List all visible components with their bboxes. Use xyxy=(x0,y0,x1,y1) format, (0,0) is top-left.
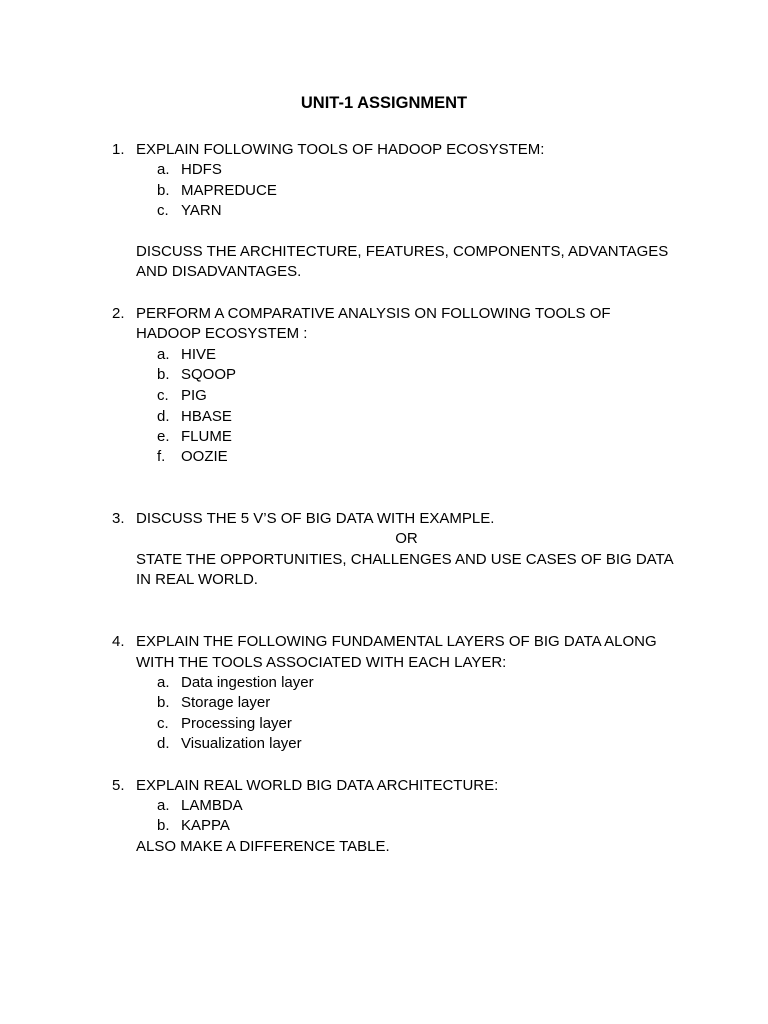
list-item: Visualization layer xyxy=(181,735,302,752)
question-text: DISCUSS THE ARCHITECTURE, FEATURES, COMPONENTS, ADVANTAGES xyxy=(136,243,669,260)
list-item: LAMBDA xyxy=(181,797,243,814)
or-separator: OR xyxy=(395,530,418,547)
list-item-label: d. xyxy=(157,408,170,425)
list-item-label: b. xyxy=(157,182,170,199)
list-item: OOZIE xyxy=(181,448,228,465)
list-item-label: b. xyxy=(157,366,170,383)
question-text: PERFORM A COMPARATIVE ANALYSIS ON FOLLOWING TOOLS OF xyxy=(136,305,611,322)
list-item: FLUME xyxy=(181,428,232,445)
list-item: MAPREDUCE xyxy=(181,182,277,199)
question-text: STATE THE OPPORTUNITIES, CHALLENGES AND USE CASES OF BIG DATA xyxy=(136,551,674,568)
question-text: DISCUSS THE 5 V’S OF BIG DATA WITH EXAMPLE. xyxy=(136,510,495,527)
question-number: 3. xyxy=(112,510,125,527)
list-item-label: d. xyxy=(157,735,170,752)
question-text: WITH THE TOOLS ASSOCIATED WITH EACH LAYER: xyxy=(136,654,507,671)
question-text: AND DISADVANTAGES. xyxy=(136,263,302,280)
list-item-label: e. xyxy=(157,428,170,445)
question-text: HADOOP ECOSYSTEM : xyxy=(136,325,308,342)
question-number: 4. xyxy=(112,633,125,650)
list-item: SQOOP xyxy=(181,366,237,383)
list-item-label: b. xyxy=(157,817,170,834)
list-item-label: a. xyxy=(157,161,170,178)
list-item: Data ingestion layer xyxy=(181,674,314,691)
list-item-label: a. xyxy=(157,797,170,814)
question-text: EXPLAIN THE FOLLOWING FUNDAMENTAL LAYERS OF BIG DATA ALONG xyxy=(136,633,657,650)
list-item-label: c. xyxy=(157,715,169,732)
question-text: EXPLAIN FOLLOWING TOOLS OF HADOOP ECOSYSTEM: xyxy=(136,141,545,158)
list-item-label: a. xyxy=(157,674,170,691)
list-item: HDFS xyxy=(181,161,222,178)
list-item: HIVE xyxy=(181,346,217,363)
question-number: 5. xyxy=(112,777,125,794)
list-item: Processing layer xyxy=(181,715,292,732)
list-item-label: c. xyxy=(157,387,169,404)
list-item-label: a. xyxy=(157,346,170,363)
question-text: ALSO MAKE A DIFFERENCE TABLE. xyxy=(136,838,390,855)
question-text: EXPLAIN REAL WORLD BIG DATA ARCHITECTURE: xyxy=(136,777,499,794)
question-number: 1. xyxy=(112,141,125,158)
list-item: KAPPA xyxy=(181,817,230,834)
question-number: 2. xyxy=(112,305,125,322)
list-item: HBASE xyxy=(181,408,232,425)
list-item: Storage layer xyxy=(181,694,271,711)
list-item-label: c. xyxy=(157,202,169,219)
list-item-label: f. xyxy=(157,448,166,465)
page-title: UNIT-1 ASSIGNMENT xyxy=(300,94,468,112)
question-text: IN REAL WORLD. xyxy=(136,571,258,588)
list-item: YARN xyxy=(181,202,222,219)
list-item-label: b. xyxy=(157,694,170,711)
list-item: PIG xyxy=(181,387,207,404)
